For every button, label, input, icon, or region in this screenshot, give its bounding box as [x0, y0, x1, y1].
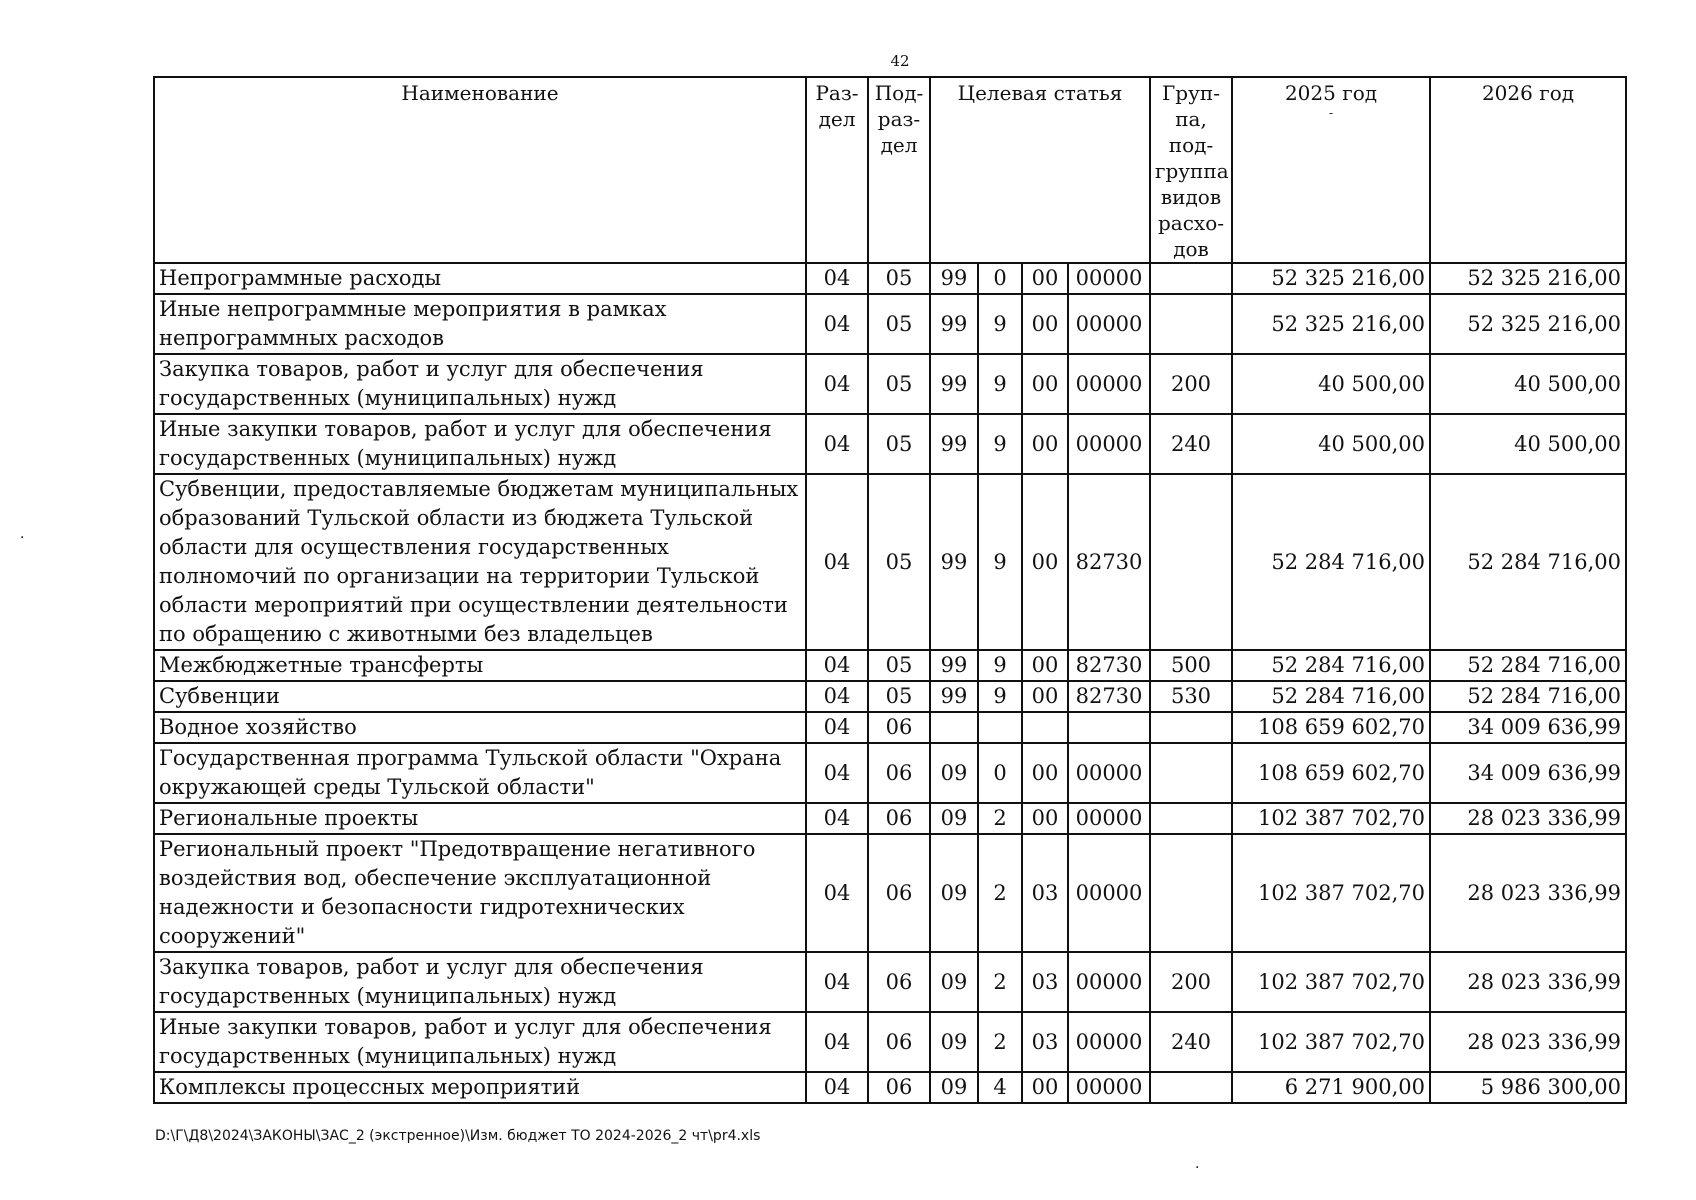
row-podrazdel: 05 — [868, 474, 930, 650]
row-podrazdel: 06 — [868, 1072, 930, 1103]
row-target-subprogram: 03 — [1022, 952, 1068, 1012]
row-expense-group — [1150, 294, 1232, 354]
row-target-subprogram: 00 — [1022, 294, 1068, 354]
row-target-direction: 00000 — [1068, 1012, 1150, 1072]
row-target-type: 9 — [978, 650, 1022, 681]
header-year-2025-mark: - — [1328, 106, 1334, 120]
row-amount-2026: 28 023 336,99 — [1430, 834, 1626, 952]
row-razdel: 04 — [806, 414, 868, 474]
table-header-row — [154, 77, 1626, 263]
row-amount-2025: 102 387 702,70 — [1232, 952, 1430, 1012]
row-razdel: 04 — [806, 1012, 868, 1072]
row-target-direction: 00000 — [1068, 803, 1150, 834]
row-amount-2026: 40 500,00 — [1430, 414, 1626, 474]
margin-dot-bottom: · — [1195, 1160, 1200, 1176]
table-row — [154, 414, 1626, 474]
row-target-type: 9 — [978, 474, 1022, 650]
row-expense-group: 200 — [1150, 354, 1232, 414]
row-target-program: 09 — [930, 1012, 978, 1072]
row-expense-group — [1150, 803, 1232, 834]
table-row — [154, 743, 1626, 803]
row-amount-2026: 52 325 216,00 — [1430, 294, 1626, 354]
row-target-direction: 00000 — [1068, 414, 1150, 474]
row-name: Водное хозяйство — [154, 712, 806, 743]
row-target-subprogram: 00 — [1022, 263, 1068, 294]
row-target-direction: 00000 — [1068, 743, 1150, 803]
row-target-type: 2 — [978, 952, 1022, 1012]
row-podrazdel: 06 — [868, 743, 930, 803]
row-target-program: 09 — [930, 834, 978, 952]
row-amount-2025: 52 284 716,00 — [1232, 681, 1430, 712]
row-target-type — [978, 712, 1022, 743]
row-expense-group — [1150, 712, 1232, 743]
row-podrazdel: 06 — [868, 712, 930, 743]
row-razdel: 04 — [806, 1072, 868, 1103]
row-amount-2025: 52 284 716,00 — [1232, 474, 1430, 650]
row-razdel: 04 — [806, 263, 868, 294]
header-name: Наименование — [154, 77, 806, 263]
row-target-direction: 00000 — [1068, 1072, 1150, 1103]
row-target-direction: 00000 — [1068, 354, 1150, 414]
row-target-direction: 00000 — [1068, 263, 1150, 294]
row-target-type: 2 — [978, 1012, 1022, 1072]
row-target-direction: 82730 — [1068, 474, 1150, 650]
table-row — [154, 650, 1626, 681]
row-amount-2026: 5 986 300,00 — [1430, 1072, 1626, 1103]
page-number: 42 — [890, 52, 910, 70]
header-razdel: Раз-дел — [806, 77, 868, 263]
row-amount-2026: 40 500,00 — [1430, 354, 1626, 414]
row-target-subprogram: 03 — [1022, 834, 1068, 952]
row-name: Государственная программа Тульской области "Охрана окружающей среды Тульской области" — [154, 743, 806, 803]
row-expense-group: 500 — [1150, 650, 1232, 681]
table-row — [154, 263, 1626, 294]
row-name: Непрограммные расходы — [154, 263, 806, 294]
file-path-footer: D:\Г\Д8\2024\ЗАКОНЫ\ЗАС_2 (экстренное)\Изм. бюджет ТО 2024-2026_2 чт\pr4.xls — [155, 1128, 761, 1144]
row-target-type: 9 — [978, 294, 1022, 354]
table-row — [154, 354, 1626, 414]
budget-table — [153, 76, 1627, 1104]
row-expense-group — [1150, 834, 1232, 952]
row-target-subprogram: 00 — [1022, 1072, 1068, 1103]
row-target-program: 99 — [930, 474, 978, 650]
row-target-type: 9 — [978, 354, 1022, 414]
row-expense-group: 530 — [1150, 681, 1232, 712]
row-amount-2025: 40 500,00 — [1232, 354, 1430, 414]
row-razdel: 04 — [806, 952, 868, 1012]
row-name: Иные закупки товаров, работ и услуг для обеспечения государственных (муниципальных) нужд — [154, 1012, 806, 1072]
row-target-program: 09 — [930, 803, 978, 834]
row-amount-2026: 52 284 716,00 — [1430, 474, 1626, 650]
row-target-program: 99 — [930, 263, 978, 294]
row-amount-2025: 40 500,00 — [1232, 414, 1430, 474]
row-amount-2026: 52 284 716,00 — [1430, 681, 1626, 712]
row-expense-group: 240 — [1150, 1012, 1232, 1072]
row-razdel: 04 — [806, 354, 868, 414]
row-target-program: 99 — [930, 414, 978, 474]
row-target-program — [930, 712, 978, 743]
row-amount-2025: 6 271 900,00 — [1232, 1072, 1430, 1103]
table-row — [154, 681, 1626, 712]
row-amount-2025: 52 325 216,00 — [1232, 263, 1430, 294]
row-target-program: 99 — [930, 294, 978, 354]
row-name: Региональные проекты — [154, 803, 806, 834]
row-amount-2025: 108 659 602,70 — [1232, 712, 1430, 743]
row-target-subprogram: 03 — [1022, 1012, 1068, 1072]
row-target-direction: 82730 — [1068, 650, 1150, 681]
row-target-program: 09 — [930, 952, 978, 1012]
row-amount-2026: 34 009 636,99 — [1430, 712, 1626, 743]
row-name: Субвенции — [154, 681, 806, 712]
row-podrazdel: 06 — [868, 1012, 930, 1072]
row-amount-2026: 28 023 336,99 — [1430, 803, 1626, 834]
row-target-program: 09 — [930, 1072, 978, 1103]
row-target-subprogram: 00 — [1022, 743, 1068, 803]
table-row — [154, 952, 1626, 1012]
row-amount-2025: 102 387 702,70 — [1232, 834, 1430, 952]
header-podrazdel: Под-раз-дел — [868, 77, 930, 263]
row-name: Иные закупки товаров, работ и услуг для обеспечения государственных (муниципальных) нужд — [154, 414, 806, 474]
row-name: Иные непрограммные мероприятия в рамках непрограммных расходов — [154, 294, 806, 354]
row-target-subprogram: 00 — [1022, 681, 1068, 712]
row-amount-2026: 52 284 716,00 — [1430, 650, 1626, 681]
table-row — [154, 1072, 1626, 1103]
row-target-subprogram — [1022, 712, 1068, 743]
row-target-type: 2 — [978, 803, 1022, 834]
row-podrazdel: 05 — [868, 263, 930, 294]
table-row — [154, 294, 1626, 354]
row-expense-group — [1150, 743, 1232, 803]
row-razdel: 04 — [806, 681, 868, 712]
row-podrazdel: 05 — [868, 650, 930, 681]
row-expense-group: 240 — [1150, 414, 1232, 474]
row-target-program: 99 — [930, 681, 978, 712]
row-podrazdel: 05 — [868, 354, 930, 414]
row-expense-group — [1150, 474, 1232, 650]
row-podrazdel: 06 — [868, 803, 930, 834]
row-target-type: 9 — [978, 681, 1022, 712]
table-row — [154, 474, 1626, 650]
header-year-2025 — [1232, 77, 1430, 263]
row-podrazdel: 05 — [868, 414, 930, 474]
row-razdel: 04 — [806, 650, 868, 681]
row-target-subprogram: 00 — [1022, 803, 1068, 834]
row-podrazdel: 05 — [868, 681, 930, 712]
row-amount-2026: 28 023 336,99 — [1430, 952, 1626, 1012]
header-target-article: Целевая статья — [930, 77, 1150, 263]
row-amount-2025: 102 387 702,70 — [1232, 803, 1430, 834]
row-name: Закупка товаров, работ и услуг для обеспечения государственных (муниципальных) нужд — [154, 952, 806, 1012]
row-target-direction: 00000 — [1068, 952, 1150, 1012]
row-razdel: 04 — [806, 834, 868, 952]
row-razdel: 04 — [806, 294, 868, 354]
budget-table-container — [153, 76, 1625, 1104]
row-target-direction — [1068, 712, 1150, 743]
row-expense-group — [1150, 263, 1232, 294]
row-target-type: 4 — [978, 1072, 1022, 1103]
row-target-program: 99 — [930, 354, 978, 414]
header-expense-group: Груп-па, под-группа видов расхо-дов — [1150, 77, 1232, 263]
row-target-type: 9 — [978, 414, 1022, 474]
row-podrazdel: 06 — [868, 834, 930, 952]
table-row — [154, 1012, 1626, 1072]
row-podrazdel: 06 — [868, 952, 930, 1012]
row-razdel: 04 — [806, 743, 868, 803]
row-amount-2026: 28 023 336,99 — [1430, 1012, 1626, 1072]
row-target-type: 2 — [978, 834, 1022, 952]
row-razdel: 04 — [806, 474, 868, 650]
row-target-subprogram: 00 — [1022, 354, 1068, 414]
row-target-subprogram: 00 — [1022, 414, 1068, 474]
row-razdel: 04 — [806, 803, 868, 834]
row-amount-2025: 52 284 716,00 — [1232, 650, 1430, 681]
row-amount-2025: 102 387 702,70 — [1232, 1012, 1430, 1072]
row-razdel: 04 — [806, 712, 868, 743]
row-expense-group — [1150, 1072, 1232, 1103]
row-amount-2026: 34 009 636,99 — [1430, 743, 1626, 803]
row-target-subprogram: 00 — [1022, 474, 1068, 650]
row-target-direction: 82730 — [1068, 681, 1150, 712]
row-amount-2025: 52 325 216,00 — [1232, 294, 1430, 354]
row-podrazdel: 05 — [868, 294, 930, 354]
row-amount-2026: 52 325 216,00 — [1430, 263, 1626, 294]
table-row — [154, 803, 1626, 834]
row-name: Региональный проект "Предотвращение негативного воздействия вод, обеспечение эксплуатационной надежности и безопасности гидротехнических сооружений" — [154, 834, 806, 952]
row-amount-2025: 108 659 602,70 — [1232, 743, 1430, 803]
header-year-2025-label: 2025 год — [1284, 81, 1378, 105]
row-target-direction: 00000 — [1068, 834, 1150, 952]
table-row — [154, 712, 1626, 743]
table-body — [154, 263, 1626, 1103]
row-target-subprogram: 00 — [1022, 650, 1068, 681]
row-target-program: 09 — [930, 743, 978, 803]
row-name: Закупка товаров, работ и услуг для обеспечения государственных (муниципальных) нужд — [154, 354, 806, 414]
margin-dot-left: · — [20, 530, 25, 546]
row-name: Межбюджетные трансферты — [154, 650, 806, 681]
row-expense-group: 200 — [1150, 952, 1232, 1012]
row-target-direction: 00000 — [1068, 294, 1150, 354]
row-name: Субвенции, предоставляемые бюджетам муниципальных образований Тульской области из бюджета Тульской области для осуществления государственных полномочий по организации на территории Тульской области мероприятий при осуществлении деятельности по обращению с животными без владельцев — [154, 474, 806, 650]
row-target-program: 99 — [930, 650, 978, 681]
header-year-2026: 2026 год — [1430, 77, 1626, 263]
row-target-type: 0 — [978, 263, 1022, 294]
row-target-type: 0 — [978, 743, 1022, 803]
table-row — [154, 834, 1626, 952]
row-name: Комплексы процессных мероприятий — [154, 1072, 806, 1103]
